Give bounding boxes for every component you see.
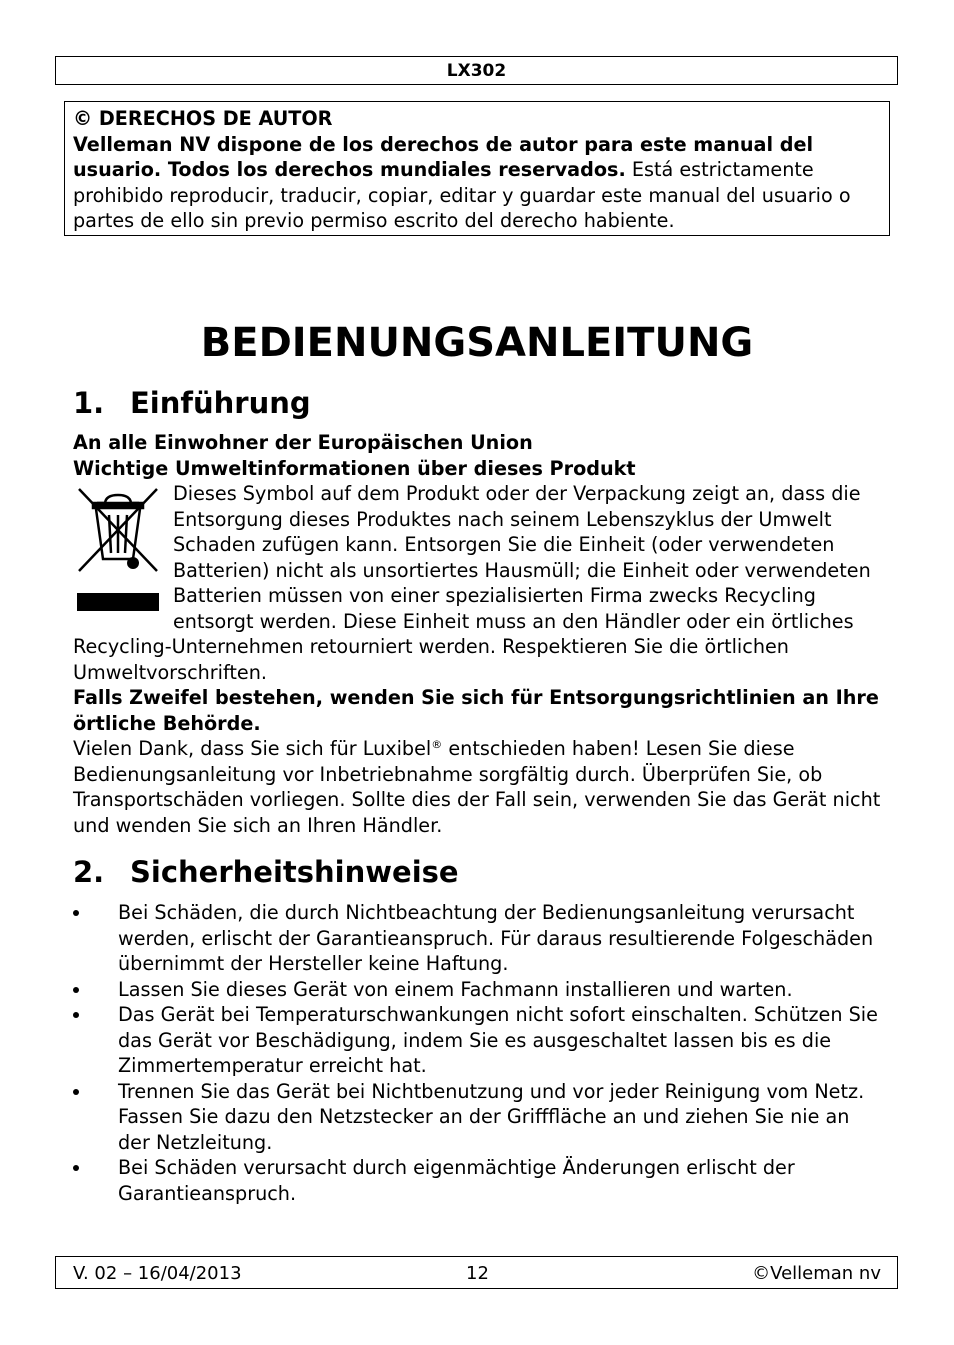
page-footer [55,1256,898,1289]
bullet-icon [73,1012,79,1018]
thanks-paragraph [73,736,883,838]
safety-list [73,900,883,1206]
copyright-title: © DERECHOS DE AUTOR [73,107,333,130]
bullet-icon [73,910,79,916]
section-number: 1. [73,386,105,420]
list-item [73,1155,883,1206]
list-item-text: Trennen Sie das Gerät bei Nichtbenutzung und vor jeder Reinigung vom Netz. Fassen Sie dazu den Netzstecker an der Grifffläche an und ziehen Sie nie an der Netzleitung. [118,1079,865,1154]
list-item-text: Bei Schäden verursacht durch eigenmächtige Änderungen erlischt der Garantieanspruch. [118,1156,795,1205]
list-item [73,900,883,977]
bullet-icon [73,1165,79,1171]
subheading-environment: Wichtige Umweltinformationen über dieses Produkt [73,456,636,480]
list-item-text: Lassen Sie dieses Gerät von einem Fachmann installieren und warten. [118,977,793,1001]
bullet-icon [73,1089,79,1095]
copyright-text: Está estrictamente prohibido reproducir, traducir, copiar, editar y guardar este manual del usuario o partes de ello sin previo permiso escrito del derecho habiente. [73,158,851,232]
section-heading-safety [73,854,459,890]
introduction-content [73,430,883,838]
subheading-eu-residents: An alle Einwohner der Europäischen Union [73,431,533,454]
bullet-icon [73,987,79,993]
copyright-body [73,132,881,234]
thanks-text-end: entschieden haben! Lesen Sie diese Bedienungsanleitung vor Inbetriebnahme sorgfältig durch. Überprüfen Sie, ob Transportschäden vorliegen. Sollte dies der Fall sein, verwenden Sie das Gerät nicht und wenden Sie sich an Ihren Händler. [73,737,881,837]
section-heading-introduction [73,385,311,421]
copyright-bold-text: Velleman NV dispone de los derechos de autor para este manual del usuario. Todos los derechos mundiales reservados. [73,132,814,181]
section-number: 2. [73,855,105,889]
thanks-text-start: Vielen Dank, dass Sie sich für Luxibel [73,737,432,760]
list-item [73,1079,883,1156]
registered-mark: ® [431,738,443,751]
list-item-text: Das Gerät bei Temperaturschwankungen nicht sofort einschalten. Schützen Sie das Gerät vor Beschädigung, indem Sie es ausgeschaltet lassen bis es die Zimmertemperatur erreicht hat. [118,1003,878,1077]
disposal-notice: Falls Zweifel bestehen, wenden Sie sich für Entsorgungsrichtlinien an Ihre örtliche Behörde. [73,686,879,735]
section-title: Sicherheitshinweise [130,855,459,889]
weee-text: Dieses Symbol auf dem Produkt oder der Verpackung zeigt an, dass die Entsorgung dieses Produktes nach seinem Lebenszyklus der Umwelt Schaden zufügen kann. Entsorgen Sie die Einheit (oder verwendeten Batterien) nicht als unsortiertes Hausmüll; die Einheit oder verwendeten Batterien müssen von einer spezialisierten Firma zwecks Recycling entsorgt werden. Diese Einheit muss an den Händler oder ein örtliches Recycling-Unternehmen retourniert werden. Respektieren Sie die örtlichen Umweltvorschriften. [73,482,871,684]
page-header [55,56,898,85]
footer-copyright: ©Velleman nv [752,1263,881,1284]
copyright-notice [64,101,890,236]
version-date: V. 02 – 16/04/2013 [73,1263,242,1284]
model-label: LX302 [446,61,507,81]
weee-crossed-bin-icon [75,485,161,617]
list-item [73,977,883,1003]
page-title: BEDIENUNGSANLEITUNG [200,320,754,366]
list-item [73,1002,883,1079]
page-number: 12 [466,1263,489,1284]
list-item-text: Bei Schäden, die durch Nichtbeachtung der Bedienungsanleitung verursacht werden, erlischt der Garantieanspruch. Für daraus resultierende Folgeschäden übernimmt der Hersteller keine Haftung. [118,901,874,975]
section-title: Einführung [130,386,311,420]
